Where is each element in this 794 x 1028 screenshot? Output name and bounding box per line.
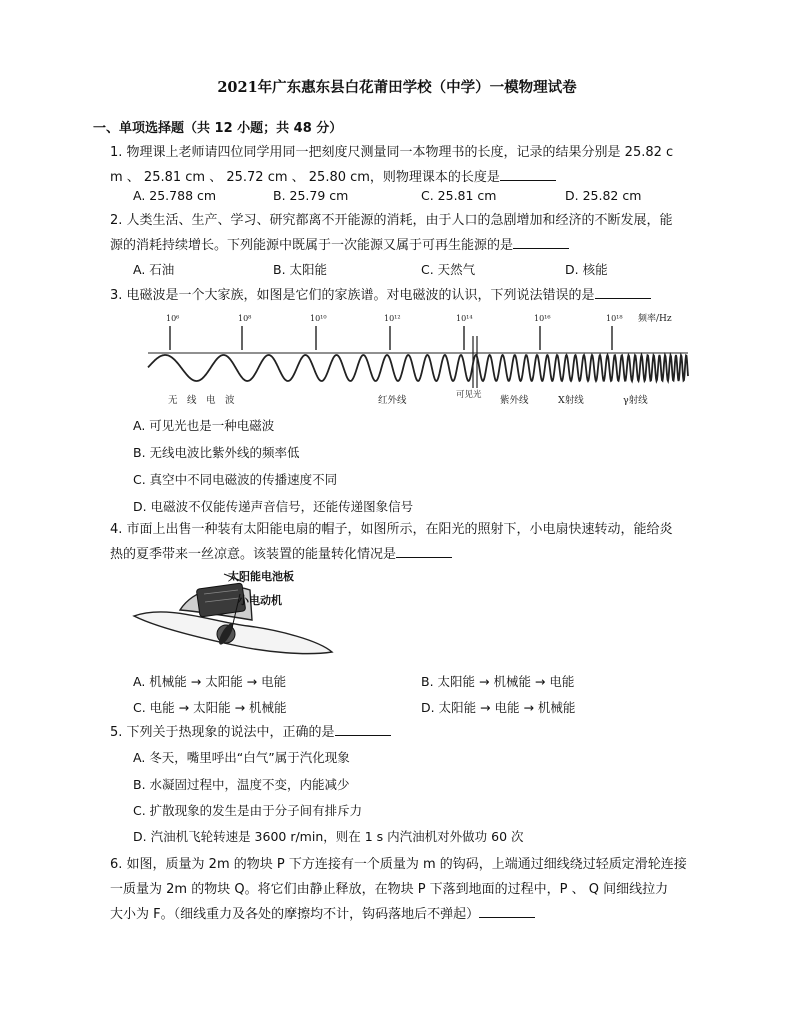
tick-label: 10¹²: [384, 314, 401, 323]
tick-label: 10⁶: [166, 314, 180, 323]
answer-blank[interactable]: [500, 168, 556, 181]
page-title: 2021年广东惠东县白花莆田学校（中学）一模物理试卷: [217, 79, 577, 96]
option-c[interactable]: C. 电能 → 太阳能 → 机械能: [133, 700, 287, 715]
option-d[interactable]: D. 25.82 cm: [565, 188, 642, 203]
question-4: [110, 517, 708, 567]
option-c[interactable]: C. 真空中不同电磁波的传播速度不同: [133, 472, 338, 487]
option-b[interactable]: B. 太阳能: [273, 262, 328, 277]
infrared-label: 红外线: [378, 395, 407, 406]
ultraviolet-label: 紫外线: [500, 395, 529, 406]
question-4-line2: 热的夏季带来一丝凉意。该装置的能量转化情况是: [110, 542, 708, 567]
tick-label: 10¹⁸: [606, 314, 623, 323]
option-b[interactable]: B. 无线电波比紫外线的频率低: [133, 445, 300, 460]
option-c[interactable]: C. 扩散现象的发生是由于分子间有排斥力: [133, 803, 363, 818]
option-c[interactable]: C. 天然气: [421, 262, 476, 277]
tick-label: 10⁸: [238, 314, 252, 323]
option-a[interactable]: A. 机械能 → 太阳能 → 电能: [133, 674, 287, 689]
xray-label: X射线: [558, 395, 584, 406]
question-5: [110, 720, 708, 745]
option-b[interactable]: B. 25.79 cm: [273, 188, 349, 203]
option-b[interactable]: B. 水凝固过程中，温度不变，内能减少: [133, 777, 350, 792]
question-6: [110, 852, 708, 927]
option-d[interactable]: D. 汽油机飞轮转速是 3600 r/min，则在 1 s 内汽油机对外做功 60 次: [133, 829, 524, 844]
question-2: [110, 208, 708, 258]
motor-label: 小电动机: [238, 594, 282, 607]
answer-blank[interactable]: [513, 236, 569, 249]
question-1: [110, 140, 708, 190]
question-1-line1: 1. 物理课上老师请四位同学用同一把刻度尺测量同一本物理书的长度，记录的结果分别是 25.82 c: [110, 145, 674, 160]
tick-label: 10¹⁰: [310, 314, 327, 323]
question-3: [110, 283, 708, 308]
question-5-line1: 5. 下列关于热现象的说法中，正确的是: [110, 720, 708, 745]
answer-blank[interactable]: [595, 286, 651, 299]
option-b[interactable]: B. 太阳能 → 机械能 → 电能: [421, 674, 575, 689]
question-3-line1: 3. 电磁波是一个大家族，如图是它们的家族谱。对电磁波的认识，下列说法错误的是: [110, 283, 708, 308]
tick-label: 10¹⁴: [456, 314, 473, 323]
answer-blank[interactable]: [479, 905, 535, 918]
answer-blank[interactable]: [396, 545, 452, 558]
question-6-line3: 大小为 F。（细线重力及各处的摩擦均不计，钩码落地后不弹起）: [110, 902, 708, 927]
em-wave: [148, 355, 688, 381]
gamma-ray-label: γ射线: [623, 395, 648, 406]
frequency-unit-label: 频率/Hz: [638, 314, 672, 324]
question-6-line1: 6. 如图，质量为 2m 的物块 P 下方连接有一个质量为 m 的钩码，上端通过细线绕过轻质定滑轮连接: [110, 857, 687, 872]
option-a[interactable]: A. 可见光也是一种电磁波: [133, 418, 275, 433]
radio-wave-label: 无 线 电 波: [168, 395, 235, 406]
question-6-line2: 一质量为 2m 的物块 Q。将它们由静止释放，在物块 P 下落到地面的过程中，P 、 Q 间细线拉力: [110, 882, 669, 897]
solar-hat-figure: [128, 570, 338, 660]
option-a[interactable]: A. 25.788 cm: [133, 188, 217, 203]
section-heading: 一、单项选择题（共 12 小题；共 48 分）: [93, 121, 343, 136]
question-4-line1: 4. 市面上出售一种装有太阳能电扇的帽子，如图所示，在阳光的照射下，小电扇快速转动，能给炎: [110, 522, 673, 537]
option-d[interactable]: D. 电磁波不仅能传递声音信号，还能传递图象信号: [133, 499, 414, 514]
visible-light-label: 可见光: [456, 390, 482, 400]
em-spectrum-figure: [140, 310, 692, 410]
option-c[interactable]: C. 25.81 cm: [421, 188, 497, 203]
question-1-line2: m 、 25.81 cm 、 25.72 cm 、 25.80 cm，则物理课本的长度是: [110, 165, 708, 190]
option-a[interactable]: A. 石油: [133, 262, 175, 277]
question-2-line2: 源的消耗持续增长。下列能源中既属于一次能源又属于可再生能源的是: [110, 233, 708, 258]
option-a[interactable]: A. 冬天，嘴里呼出“白气”属于汽化现象: [133, 750, 350, 765]
option-d[interactable]: D. 核能: [565, 262, 608, 277]
solar-panel-label: 太阳能电池板: [228, 570, 294, 583]
option-d[interactable]: D. 太阳能 → 电能 → 机械能: [421, 700, 576, 715]
tick-label: 10¹⁶: [534, 314, 551, 323]
answer-blank[interactable]: [335, 723, 391, 736]
question-2-line1: 2. 人类生活、生产、学习、研究都离不开能源的消耗，由于人口的急剧增加和经济的不断发展，能: [110, 213, 673, 228]
